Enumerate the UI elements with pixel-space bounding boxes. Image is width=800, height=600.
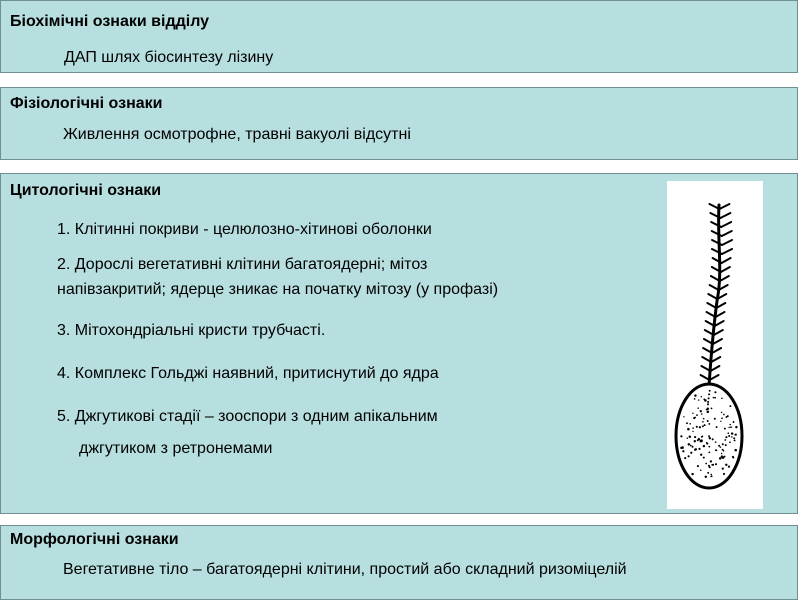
retroneme-hair [720,213,730,218]
stipple-dot [724,439,726,441]
cytological-item-5-line2: джгутиком з ретронемами [79,440,273,457]
stipple-dot [725,436,727,438]
stipple-dot [729,441,731,443]
stipple-dot [686,422,688,424]
stipple-dot [708,435,710,437]
stipple-dot [735,433,737,435]
stipple-dot [702,425,704,427]
retroneme-hair [711,357,720,362]
stipple-dot [698,399,699,400]
retroneme-hair [722,240,732,245]
stipple-dot [709,390,711,392]
stipple-dot [691,473,693,475]
stipple-dot [711,464,712,465]
retroneme-hair [714,330,723,335]
zoospore-with-tinsel-flagellum-icon [667,181,763,509]
retroneme-hair [721,222,731,227]
stipple-dot [735,426,737,428]
stipple-dot [697,465,699,467]
physiological-text: Живлення осмотрофне, травні вакуолі відсутні [63,126,411,143]
stipple-dot [700,439,703,442]
stipple-dot [721,398,723,400]
retroneme-hair [722,249,732,254]
stipple-dot [697,407,699,409]
stipple-dot [696,426,698,428]
stipple-dot [725,444,727,446]
stipple-dot [690,445,692,447]
stipple-dot [694,440,696,442]
stipple-dot [729,405,731,407]
stipple-dot [689,423,691,425]
stipple-dot [694,417,696,419]
stipple-dot [705,476,707,478]
retroneme-hair [721,267,730,272]
stipple-dot [721,453,723,455]
cytological-item-4: 4. Комплекс Гольджі наявний, притиснутий до ядра [57,365,439,382]
retroneme-hair [720,276,729,281]
stipple-dot [713,397,715,399]
stipple-dot [729,424,731,426]
stipple-dot [722,443,724,445]
stipple-dot [705,463,707,465]
physiological-panel [0,87,798,160]
stipple-dot [708,465,710,467]
stipple-dot [708,452,710,454]
stipple-dot [689,436,691,438]
stipple-dot [718,445,720,447]
stipple-dot [727,432,729,434]
stipple-dot [730,426,732,428]
stipple-dot [701,436,703,438]
stipple-dot [688,455,690,457]
stipple-dot [728,435,730,437]
stipple-dot [721,417,723,419]
stipple-dot [711,407,713,409]
stipple-dot [694,436,696,438]
stipple-dot [731,436,733,438]
stipple-dot [709,437,711,439]
stipple-dot [682,450,684,452]
stipple-dot [703,457,705,459]
stipple-dot [720,421,721,422]
stipple-dot [694,398,696,400]
stipple-dot [687,437,689,439]
stipple-dot [724,428,726,430]
stipple-dot [708,397,710,399]
stipple-dot [690,452,692,454]
stipple-dot [703,418,705,420]
stipple-dot [721,412,723,414]
stipple-dot [697,439,699,441]
stipple-dot [704,424,706,426]
stipple-dot [722,467,724,469]
stipple-dot [707,401,709,403]
stipple-dot [725,464,727,466]
stipple-dot [719,457,722,460]
stipple-dot [707,472,709,474]
stipple-dot [702,421,704,423]
retroneme-hair [722,231,732,236]
stipple-dot [727,415,729,417]
stipple-dot [707,403,709,405]
stipple-dot [688,443,690,445]
biochemical-title: Біохімічні ознаки відділу [10,13,210,30]
stipple-dot [700,410,702,412]
retroneme-hair [719,204,729,209]
stipple-dot [714,418,716,420]
stipple-dot [715,463,717,465]
stipple-dot [699,426,701,428]
stipple-dot [728,427,729,428]
cytological-item-3: 3. Мітохондріальні кристи трубчасті. [57,322,326,339]
stipple-dot [733,421,735,423]
retroneme-hair [710,285,719,290]
stipple-dot [734,449,737,452]
stipple-dot [708,446,710,448]
retroneme-hair [722,258,731,263]
stipple-dot [715,441,717,443]
biochemical-panel [0,0,798,73]
stipple-dot [714,391,716,393]
stipple-dot [720,446,722,448]
cytological-item-5-line1: 5. Джгутикові стадії – зооспори з одним апікальним [57,408,438,425]
stipple-dot [724,456,726,458]
retroneme-hair [713,339,722,344]
retronemes-group [701,204,732,380]
retroneme-hair [712,348,721,353]
stipple-dot [716,426,718,428]
stipple-dot [734,439,736,441]
morphological-panel [0,525,798,600]
stipple-dot [712,438,714,440]
stipple-dot [696,414,698,416]
stipple-dot [733,457,735,459]
stipple-dot [692,427,694,429]
stipple-dot [704,399,707,402]
stipple-dot [723,450,725,452]
cytological-item-2-line2: напівзакритий; ядерце зникає на початку мітозу (у профазі) [57,281,499,298]
cytological-item-2-line1: 2. Дорослі вегетативні клітини багатоядерні; мітоз [57,256,428,273]
stipple-dot [692,431,693,432]
stipple-dot [707,420,709,422]
morphological-text: Вегетативне тіло – багатоядерні клітини, простий або складний ризоміцелій [63,561,627,578]
stipple-dot [700,454,702,456]
stipple-dot [692,413,693,414]
stipple-dot [710,474,712,476]
stipple-dot [694,394,696,396]
stipple-dot [684,457,686,459]
cytological-panel [0,173,798,514]
zoospore-illustration [667,181,763,509]
stipple-dot [701,413,703,415]
physiological-title: Фізіологічні ознаки [10,95,163,112]
stipple-dot [715,449,717,451]
stipple-dot [701,396,703,398]
stipple-dot [706,442,707,443]
stipple-dot [728,466,730,468]
morphological-title: Морфологічні ознаки [10,531,179,548]
stipple-dot [721,455,723,457]
stipple-dot [694,449,696,451]
stipple-dot [682,446,684,448]
stipple-dot [710,460,712,462]
stipple-dot [707,411,710,414]
stipple-dot [706,409,707,410]
cytological-item-1: 1. Клітинні покриви - целюлозно-хітинові оболонки [57,221,432,238]
stipple-dot [680,435,682,437]
stipple-dot [732,433,734,435]
stipple-dot [691,446,693,448]
stipple-dot [723,473,725,475]
cytological-title: Цитологічні ознаки [10,182,162,199]
stipple-dot [711,475,713,477]
stipple-dot [700,470,701,471]
stipple-dot [708,393,710,395]
stipple-dot [683,416,684,417]
stipple-dot [708,423,710,425]
stipple-dot [723,414,725,416]
stipple-dot [703,445,705,447]
stipple-dot [714,397,716,399]
stipple-dot [687,428,690,431]
retroneme-hair [708,294,717,299]
stipple-dot [733,437,735,439]
biochemical-text: ДАП шлях біосинтезу лізину [64,49,274,66]
stipple-dot [698,448,700,450]
